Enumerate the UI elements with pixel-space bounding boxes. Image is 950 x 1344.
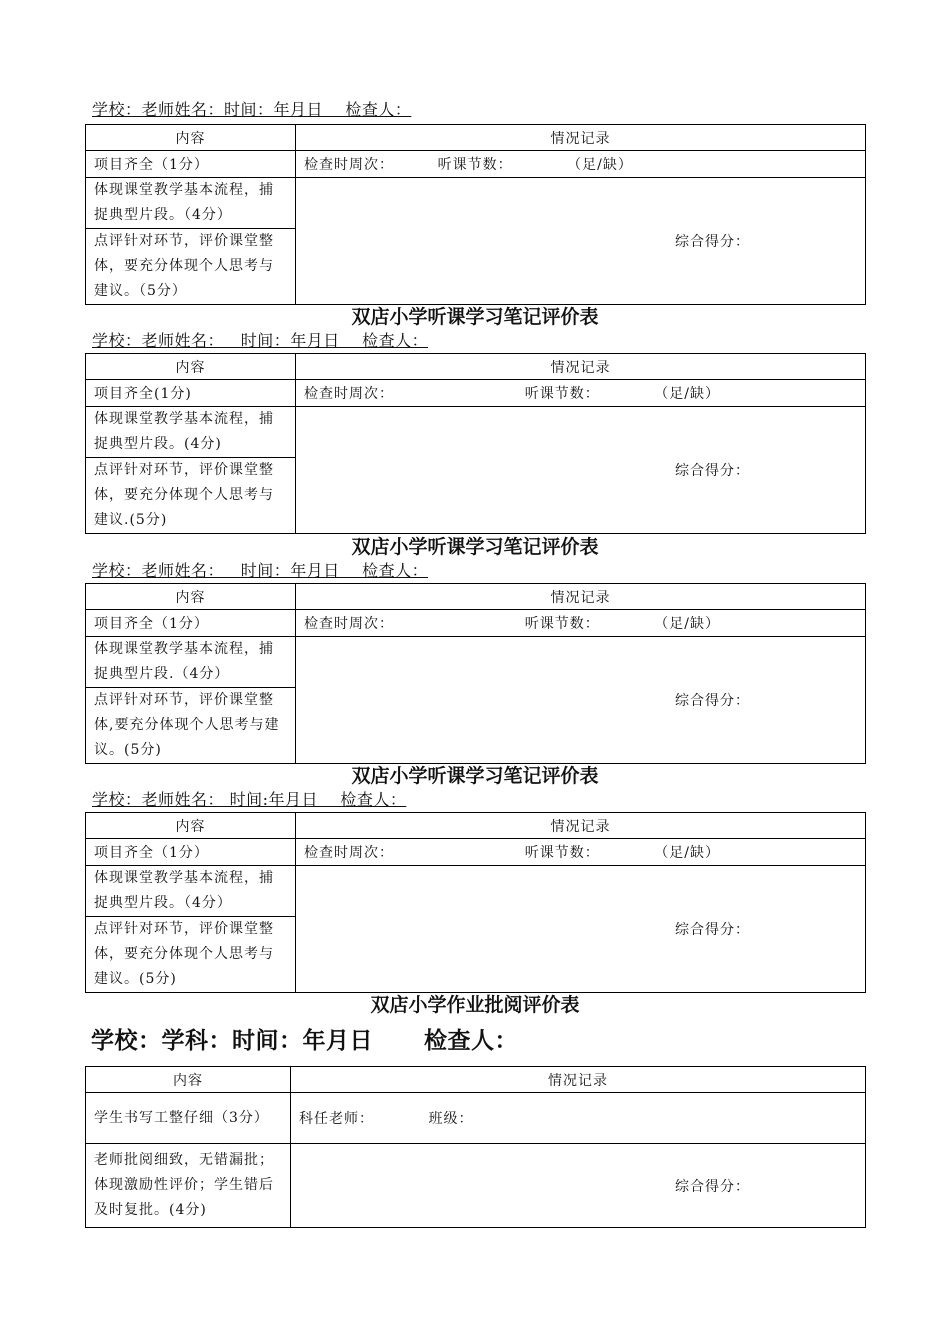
- homework-evaluation-form: [85, 1026, 865, 1228]
- col-header-content: 内容: [86, 354, 296, 380]
- homework-form-title: 双店小学作业批阅评价表: [370, 994, 580, 1016]
- col-header-content: 内容: [86, 125, 296, 151]
- evaluation-table: [85, 812, 866, 993]
- item-handwriting: 学生书写工整仔细（3分）: [86, 1093, 291, 1144]
- homework-form-header: 学校：学科：时间：年月日 检查人：: [91, 1028, 519, 1054]
- record-week-lessons: 检查时周次： 听课节数： （足/缺）: [296, 151, 866, 178]
- homework-table: [85, 1066, 866, 1228]
- col-header-record: 情况记录: [291, 1067, 866, 1093]
- evaluation-form-3: [85, 561, 865, 764]
- record-teacher-class: 科任老师： 班级：: [291, 1093, 866, 1144]
- score-cell: [296, 866, 866, 993]
- item-comments: 点评针对环节，评价课堂整体，要充分体现个人思考与建议。（5分）: [86, 229, 296, 305]
- score-label: 综合得分：: [675, 463, 750, 479]
- item-completeness: 项目齐全（1分）: [86, 839, 296, 866]
- score-cell: [291, 1144, 866, 1228]
- score-cell: [296, 178, 866, 305]
- evaluation-table: [85, 583, 866, 764]
- evaluation-form-4: [85, 790, 865, 993]
- item-teaching-flow: 体现课堂教学基本流程，捕捉典型片段。(4分): [86, 407, 296, 458]
- form-header: 学校：老师姓名： 时间:年月日 检查人：: [92, 790, 407, 809]
- item-teaching-flow: 体现课堂教学基本流程，捕捉典型片段。（4分）: [86, 178, 296, 229]
- col-header-record: 情况记录: [296, 354, 866, 380]
- record-week-lessons: 检查时周次： 听课节数： （足/缺）: [296, 610, 866, 637]
- form-title: 双店小学听课学习笔记评价表: [351, 306, 599, 328]
- score-label: 综合得分：: [675, 693, 750, 709]
- form-title: 双店小学听课学习笔记评价表: [351, 536, 599, 558]
- item-completeness: 项目齐全（1分）: [86, 610, 296, 637]
- form-header: 学校：老师姓名： 时间：年月日 检查人：: [92, 331, 429, 350]
- item-teaching-flow: 体现课堂教学基本流程，捕捉典型片段.（4分）: [86, 637, 296, 688]
- evaluation-table: [85, 124, 866, 305]
- form-title: 双店小学听课学习笔记评价表: [351, 765, 599, 787]
- col-header-record: 情况记录: [296, 125, 866, 151]
- col-header-record: 情况记录: [296, 813, 866, 839]
- item-comments: 点评针对环节，评价课堂整体，要充分体现个人思考与建议.(5分): [86, 458, 296, 534]
- form-header: 学校：老师姓名： 时间：年月日 检查人：: [92, 561, 429, 580]
- item-comments: 点评针对环节，评价课堂整体,要充分体现个人思考与建议。(5分): [86, 688, 296, 764]
- score-label: 综合得分：: [675, 922, 750, 938]
- item-teaching-flow: 体现课堂教学基本流程，捕捉典型片段。（4分）: [86, 866, 296, 917]
- form-header: 学校：老师姓名：时间：年月日 检查人：: [92, 100, 412, 119]
- col-header-content: 内容: [86, 813, 296, 839]
- item-completeness: 项目齐全（1分）: [86, 151, 296, 178]
- score-label: 综合得分：: [675, 1178, 750, 1195]
- score-cell: [296, 407, 866, 534]
- evaluation-form-2: [85, 331, 865, 534]
- item-completeness: 项目齐全(1分): [86, 380, 296, 407]
- col-header-content: 内容: [86, 584, 296, 610]
- record-week-lessons: 检查时周次： 听课节数： （足/缺）: [296, 380, 866, 407]
- col-header-content: 内容: [86, 1067, 291, 1093]
- item-comments: 点评针对环节，评价课堂整体，要充分体现个人思考与建议。(5分): [86, 917, 296, 993]
- score-label: 综合得分：: [675, 234, 750, 250]
- evaluation-form-1: [85, 100, 865, 305]
- record-week-lessons: 检查时周次： 听课节数： （足/缺）: [296, 839, 866, 866]
- col-header-record: 情况记录: [296, 584, 866, 610]
- item-grading: 老师批阅细致，无错漏批；体现激励性评价；学生错后及时复批。(4分): [86, 1144, 291, 1228]
- evaluation-table: [85, 353, 866, 534]
- score-cell: [296, 637, 866, 764]
